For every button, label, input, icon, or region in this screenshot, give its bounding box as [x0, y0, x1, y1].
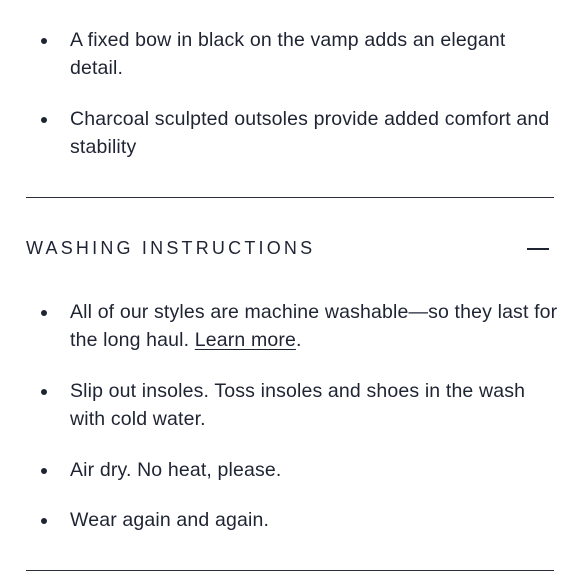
bullet-dot-icon — [41, 518, 47, 524]
list-item — [0, 105, 579, 162]
bullet-dot-icon — [41, 468, 47, 474]
feature-text: A fixed bow in black on the vamp adds an elegant detail. — [70, 28, 506, 79]
list-item — [0, 26, 579, 83]
section-title: WASHING INSTRUCTIONS — [26, 237, 316, 258]
features-list — [0, 0, 579, 162]
list-item — [0, 456, 579, 485]
list-item — [0, 0, 579, 4]
washing-instructions-header[interactable] — [0, 198, 579, 298]
washing-instructions-list — [0, 298, 579, 535]
instruction-text: Air dry. No heat, please. — [70, 458, 282, 481]
feature-text: Charcoal sculpted outsoles provide added comfort and stability — [70, 107, 550, 158]
bullet-dot-icon — [41, 310, 47, 316]
instruction-text: All of our styles are machine washable—so they last for the long haul. — [70, 300, 558, 351]
instruction-suffix: . — [295, 329, 302, 351]
instruction-text: Wear again and again. — [70, 509, 270, 531]
bullet-dot-icon — [41, 389, 47, 395]
bullet-dot-icon — [41, 117, 47, 123]
instruction-text: Slip out insoles. Toss insoles and shoes in the wash with cold water. — [70, 379, 526, 430]
section-divider — [26, 570, 554, 571]
list-item — [0, 298, 579, 355]
list-item — [0, 377, 579, 434]
bullet-dot-icon — [41, 38, 47, 44]
collapse-minus-icon[interactable] — [527, 238, 549, 260]
list-item — [0, 506, 579, 535]
learn-more-link[interactable]: Learn more — [194, 329, 296, 351]
